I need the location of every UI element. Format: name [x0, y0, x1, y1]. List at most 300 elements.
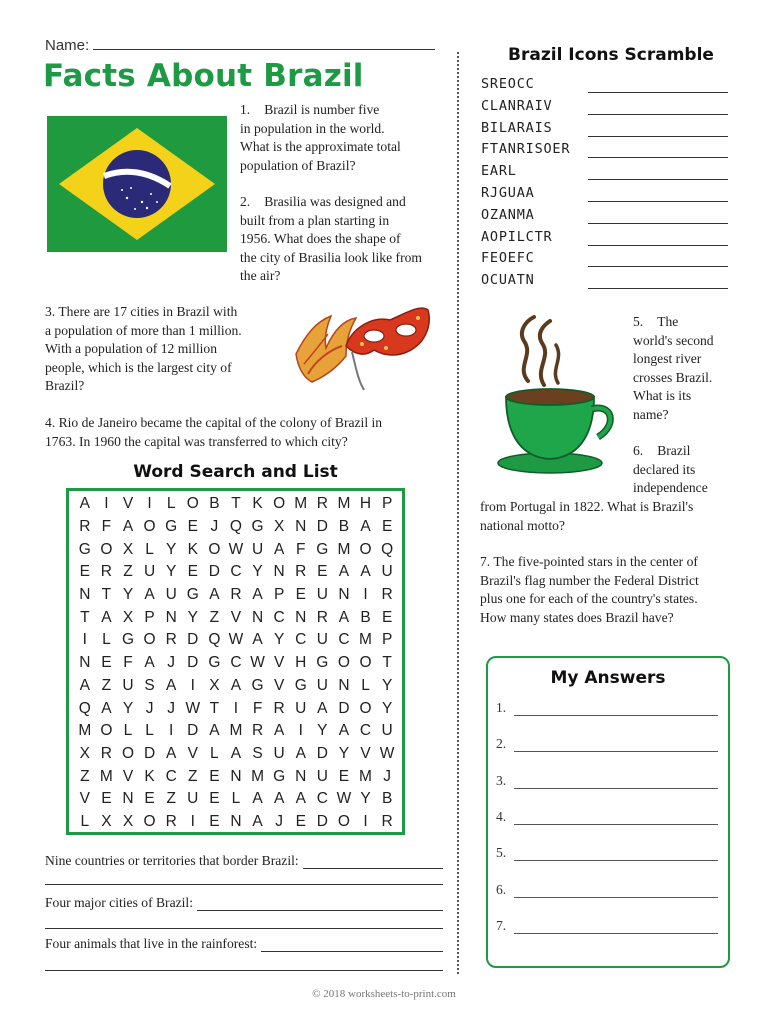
word-search-letter[interactable]: M	[294, 495, 308, 513]
word-search-letter[interactable]: A	[360, 518, 371, 536]
word-search-letter[interactable]: Y	[166, 540, 177, 558]
word-search-letter[interactable]: C	[338, 631, 350, 649]
word-search-letter[interactable]: Y	[122, 586, 134, 604]
word-search-letter[interactable]: T	[209, 699, 220, 717]
scramble-answer-line[interactable]	[588, 179, 728, 180]
word-search-letter[interactable]: S	[252, 744, 263, 762]
word-search-letter[interactable]: X	[79, 744, 90, 762]
answer-number: 1.	[496, 700, 507, 715]
word-search-letter[interactable]: Y	[252, 563, 263, 581]
question-7-line-2: Brazil's flag number the Federal District	[480, 572, 699, 588]
word-search-letter[interactable]: G	[121, 631, 135, 649]
scramble-answer-line[interactable]	[588, 223, 728, 224]
word-search-letter[interactable]: U	[122, 676, 134, 694]
question-1-number: 1.	[240, 102, 251, 117]
question-6-line-5: national motto?	[480, 517, 565, 533]
question-2-line-5: the air?	[240, 268, 281, 284]
word-search-letter[interactable]: N	[79, 586, 91, 604]
word-search-letter[interactable]: A	[209, 722, 220, 740]
scramble-word: RJGUAA	[481, 185, 535, 201]
scramble-word: BILARAIS	[481, 119, 553, 136]
word-search-letter[interactable]: F	[123, 654, 133, 672]
word-search-letter[interactable]: W	[228, 540, 244, 558]
word-search-letter[interactable]: V	[187, 744, 198, 762]
word-search-letter[interactable]: G	[208, 654, 221, 672]
word-search-letter[interactable]: L	[361, 676, 370, 694]
word-search-row	[74, 675, 398, 698]
word-search-letter[interactable]: M	[359, 631, 372, 649]
word-search-letter[interactable]: A	[230, 676, 242, 694]
question-3-line-5: Brazil?	[45, 378, 85, 394]
question-6	[633, 442, 743, 498]
word-search-letter[interactable]: E	[79, 563, 90, 581]
word-search-letter[interactable]: G	[294, 676, 307, 694]
word-search-letter[interactable]: A	[166, 744, 177, 762]
word-search-letter[interactable]: G	[251, 518, 264, 536]
question-3	[45, 303, 285, 396]
word-search-letter[interactable]: V	[122, 767, 134, 785]
word-search-letter[interactable]: I	[147, 495, 152, 513]
word-search-letter[interactable]: O	[359, 699, 372, 717]
word-search-letter[interactable]: I	[298, 722, 303, 740]
word-search-row	[74, 538, 398, 561]
word-search-letter[interactable]: D	[316, 518, 328, 536]
word-search-letter[interactable]: R	[273, 699, 285, 717]
word-search-letter[interactable]: X	[122, 540, 134, 558]
word-search-letter[interactable]: A	[252, 631, 263, 649]
word-search-letter[interactable]: N	[338, 676, 350, 694]
word-search-letter[interactable]: R	[316, 608, 328, 626]
word-search-letter[interactable]: O	[121, 744, 135, 762]
word-search-letter[interactable]: A	[144, 586, 155, 604]
word-search-letter[interactable]: U	[381, 563, 393, 581]
question-1-line-4: population of Brazil?	[240, 157, 356, 173]
word-search-letter[interactable]: J	[210, 518, 219, 536]
word-search-letter[interactable]: J	[275, 812, 284, 830]
word-search-letter[interactable]: S	[144, 676, 155, 694]
word-search-letter[interactable]: U	[316, 586, 328, 604]
word-search-letter[interactable]: U	[381, 722, 393, 740]
answer-line[interactable]	[514, 885, 718, 898]
word-search-letter[interactable]: V	[273, 654, 285, 672]
word-search-letter[interactable]: D	[143, 744, 156, 762]
word-search-letter[interactable]: Z	[166, 790, 176, 808]
word-search-letter[interactable]: N	[273, 563, 285, 581]
word-search-letter[interactable]: O	[143, 812, 156, 830]
word-search-letter[interactable]: O	[359, 654, 372, 672]
word-search-letter[interactable]: U	[187, 790, 199, 808]
scramble-answer-line[interactable]	[588, 288, 728, 289]
word-search-letter[interactable]: L	[80, 812, 90, 830]
scramble-answer-line[interactable]	[588, 157, 728, 158]
word-search-letter[interactable]: E	[187, 518, 198, 536]
word-search-letter[interactable]: C	[230, 654, 242, 672]
scramble-answer-line[interactable]	[588, 201, 728, 202]
word-search-letter[interactable]: A	[252, 812, 263, 830]
word-search-letter[interactable]: Y	[381, 676, 393, 694]
word-search-letter[interactable]: Y	[360, 790, 371, 808]
word-search-letter[interactable]: O	[186, 495, 199, 513]
name-blank-line[interactable]	[93, 37, 435, 50]
word-search-letter[interactable]: T	[101, 586, 112, 604]
word-search-letter[interactable]: G	[316, 654, 329, 672]
word-search-letter[interactable]: I	[363, 812, 368, 830]
word-search-letter[interactable]: M	[337, 540, 351, 558]
word-search-letter[interactable]: N	[122, 790, 134, 808]
word-search-letter[interactable]: K	[187, 540, 198, 558]
word-search-letter[interactable]: I	[169, 722, 174, 740]
answer-row	[496, 918, 718, 934]
word-search-letter[interactable]: P	[144, 608, 155, 626]
word-search-letter[interactable]: Q	[78, 699, 91, 717]
word-search-letter[interactable]: B	[381, 790, 393, 808]
word-search-letter[interactable]: L	[210, 744, 219, 762]
word-search-letter[interactable]: M	[99, 767, 113, 785]
scramble-word: AOPILCTR	[481, 228, 553, 245]
word-search-letter[interactable]: A	[122, 518, 134, 536]
copyright-footer: © 2018 worksheets-to-print.com	[312, 988, 456, 1000]
word-search-letter[interactable]: Z	[80, 767, 90, 785]
word-search-letter[interactable]: F	[296, 540, 306, 558]
word-search-letter[interactable]: A	[338, 563, 350, 581]
word-search-letter[interactable]: E	[187, 563, 198, 581]
coffee-cup-image	[494, 315, 618, 477]
word-search-letter[interactable]: D	[316, 812, 328, 830]
word-search-letter[interactable]: A	[360, 563, 371, 581]
list-countries-line-2[interactable]	[45, 884, 443, 885]
word-search-letter[interactable]: U	[316, 631, 328, 649]
word-search-letter[interactable]: N	[295, 767, 307, 785]
word-search-letter[interactable]: N	[79, 654, 91, 672]
word-search-letter[interactable]: N	[295, 608, 307, 626]
word-search-letter[interactable]: L	[145, 722, 154, 740]
answer-line[interactable]	[514, 921, 718, 934]
word-search-letter[interactable]: U	[316, 767, 328, 785]
word-search-letter[interactable]: R	[79, 518, 91, 536]
word-search-letter[interactable]: R	[381, 586, 393, 604]
word-search-letter[interactable]: G	[78, 540, 91, 558]
word-search-letter[interactable]: R	[381, 812, 393, 830]
word-search-letter[interactable]: A	[252, 790, 263, 808]
word-search-letter[interactable]: J	[167, 654, 176, 672]
word-search-letter[interactable]: W	[250, 654, 265, 672]
word-search-letter[interactable]: O	[337, 654, 350, 672]
answer-row	[496, 882, 718, 898]
word-search-letter[interactable]: X	[122, 608, 134, 626]
word-search-letter[interactable]: E	[209, 767, 220, 785]
word-search-letter[interactable]: Y	[317, 722, 328, 740]
list-animals-line-2[interactable]	[45, 970, 443, 971]
word-search-letter[interactable]: L	[102, 631, 111, 649]
word-search-letter[interactable]: R	[100, 744, 112, 762]
word-search-letter[interactable]: M	[359, 767, 372, 785]
word-search-letter[interactable]: M	[78, 722, 92, 740]
question-5-line-4: crosses Brazil.	[633, 369, 713, 385]
question-7	[480, 553, 745, 627]
word-search-letter[interactable]: P	[273, 586, 285, 604]
word-search-row	[74, 720, 398, 743]
scramble-word: EARL	[481, 163, 517, 180]
word-search-letter[interactable]: Z	[123, 563, 133, 581]
word-search-letter[interactable]: E	[144, 790, 155, 808]
question-6-number: 6.	[633, 443, 644, 458]
scramble-answer-line[interactable]	[588, 136, 728, 137]
word-search-letter[interactable]: A	[295, 790, 306, 808]
question-7-line-4: How many states does Brazil have?	[480, 609, 674, 625]
word-search-letter[interactable]: E	[295, 586, 306, 604]
word-search-letter[interactable]: H	[295, 654, 307, 672]
word-search-letter[interactable]: D	[187, 722, 199, 740]
word-search-letter[interactable]: V	[79, 790, 90, 808]
word-search-letter[interactable]: Y	[166, 563, 177, 581]
word-search-letter[interactable]: Z	[209, 608, 220, 626]
word-search-letter[interactable]: O	[143, 518, 156, 536]
question-7-line-3: plus one for each of the country's states.	[480, 591, 698, 607]
question-4-line-1: 4. Rio de Janeiro became the capital of the colony of Brazil in	[45, 415, 383, 430]
question-2-number: 2.	[240, 194, 251, 209]
question-2	[240, 193, 452, 286]
word-search-letter[interactable]: C	[295, 631, 307, 649]
word-search-letter[interactable]: A	[252, 586, 263, 604]
word-search-letter[interactable]: R	[230, 586, 242, 604]
word-search-letter[interactable]: A	[230, 744, 242, 762]
word-search-letter[interactable]: C	[230, 563, 242, 581]
word-search-letter[interactable]: F	[101, 518, 112, 536]
word-search-letter[interactable]: Y	[187, 608, 198, 626]
word-search-letter[interactable]: O	[208, 540, 221, 558]
word-search-letter[interactable]: F	[252, 699, 263, 717]
word-search-letter[interactable]: A	[338, 608, 350, 626]
word-search-letter[interactable]: Q	[208, 631, 221, 649]
answer-line[interactable]	[514, 776, 718, 789]
word-search-letter[interactable]: V	[360, 744, 371, 762]
question-3-line-3: With a population of 12 million	[45, 341, 217, 357]
answer-line[interactable]	[514, 739, 718, 752]
word-search-letter[interactable]: V	[230, 608, 242, 626]
word-search-letter[interactable]: Z	[101, 676, 112, 694]
word-search-letter[interactable]: A	[101, 699, 112, 717]
word-search-letter[interactable]: I	[363, 586, 368, 604]
word-search-letter[interactable]: I	[104, 495, 109, 513]
word-search-letter[interactable]: W	[379, 744, 395, 762]
word-search-letter[interactable]: N	[230, 767, 242, 785]
word-search-letter[interactable]: C	[359, 722, 372, 740]
word-search-letter[interactable]: I	[190, 812, 195, 830]
word-search-letter[interactable]: A	[295, 744, 306, 762]
word-search-letter[interactable]: E	[209, 812, 220, 830]
word-search-letter[interactable]: Q	[381, 540, 394, 558]
word-search-letter[interactable]: X	[101, 812, 112, 830]
question-6-line-4: from Portugal in 1822. What is Brazil's	[480, 499, 694, 514]
answer-line[interactable]	[514, 812, 718, 825]
word-search-letter[interactable]: L	[166, 495, 176, 513]
scramble-word: CLANRAIV	[481, 97, 553, 114]
list-countries-line-1[interactable]	[303, 856, 443, 869]
word-search-letter[interactable]: B	[360, 608, 371, 626]
word-search-letter[interactable]: P	[381, 495, 393, 513]
word-search-grid[interactable]	[66, 488, 405, 835]
word-search-letter[interactable]: M	[229, 722, 243, 740]
word-search-letter[interactable]: G	[273, 767, 286, 785]
question-1-line-2: in population in the world.	[240, 120, 385, 136]
word-search-letter[interactable]: N	[230, 812, 242, 830]
word-search-letter[interactable]: A	[338, 722, 350, 740]
list-cities-line-2[interactable]	[45, 928, 443, 929]
word-search-letter[interactable]: W	[228, 631, 244, 649]
word-search-letter[interactable]: D	[316, 744, 328, 762]
word-search-letter[interactable]: N	[338, 586, 350, 604]
word-search-letter[interactable]: X	[273, 518, 285, 536]
word-search-letter[interactable]: U	[295, 699, 307, 717]
word-search-letter[interactable]: G	[316, 540, 329, 558]
answer-number: 3.	[496, 772, 507, 788]
word-search-letter[interactable]: R	[316, 495, 328, 513]
word-search-letter[interactable]: D	[187, 654, 199, 672]
question-2-line-3: 1956. What does the shape of	[240, 231, 401, 247]
word-search-letter[interactable]: E	[209, 790, 220, 808]
scramble-word: FTANRISOER	[481, 141, 571, 158]
question-1	[240, 101, 450, 175]
answer-line[interactable]	[514, 848, 718, 861]
word-search-letter[interactable]: O	[100, 722, 113, 740]
word-search-letter[interactable]: O	[273, 495, 286, 513]
word-search-letter[interactable]: N	[295, 518, 307, 536]
word-search-letter[interactable]: E	[101, 790, 112, 808]
word-search-letter[interactable]: O	[100, 540, 113, 558]
word-search-letter[interactable]: C	[165, 767, 177, 785]
word-search-letter[interactable]: Y	[122, 699, 134, 717]
word-search-letter[interactable]: L	[145, 540, 154, 558]
scramble-word: FEOEFC	[481, 250, 535, 267]
word-search-letter[interactable]: D	[187, 631, 199, 649]
word-search-letter[interactable]: C	[273, 608, 285, 626]
word-search-letter[interactable]: J	[383, 767, 391, 785]
word-search-letter[interactable]: Y	[338, 744, 350, 762]
word-search-letter[interactable]: P	[381, 631, 393, 649]
word-search-letter[interactable]: N	[165, 608, 177, 626]
word-search-letter[interactable]: N	[251, 608, 264, 626]
word-search-letter[interactable]: U	[251, 540, 264, 558]
question-1-line-3: What is the approximate total	[240, 139, 401, 155]
answer-row	[496, 736, 718, 752]
word-search-letter[interactable]: G	[165, 518, 178, 536]
word-search-letter[interactable]: M	[337, 495, 351, 513]
word-search-letter[interactable]: A	[79, 495, 90, 513]
answer-line[interactable]	[514, 703, 718, 716]
word-search-letter[interactable]: Y	[273, 631, 285, 649]
word-search-letter[interactable]: E	[381, 518, 393, 536]
question-1-line-1: Brazil is number five	[264, 102, 380, 117]
word-search-row	[74, 765, 398, 788]
list-cities-line-1[interactable]	[197, 898, 443, 911]
word-search-letter[interactable]: K	[144, 767, 155, 785]
word-search-letter[interactable]: U	[273, 744, 285, 762]
word-search-letter[interactable]: Z	[188, 767, 198, 785]
word-search-letter[interactable]: R	[100, 563, 112, 581]
word-search-letter[interactable]: C	[316, 790, 328, 808]
word-search-letter[interactable]: E	[381, 608, 393, 626]
list-animals-line-1[interactable]	[261, 939, 443, 952]
question-5-line-6: name?	[633, 406, 669, 422]
word-search-letter[interactable]: X	[122, 812, 134, 830]
word-search-letter[interactable]: G	[251, 676, 264, 694]
word-search-letter[interactable]: U	[165, 586, 177, 604]
word-search-letter[interactable]: E	[317, 563, 328, 581]
answer-number: 5.	[496, 845, 507, 861]
word-search-letter[interactable]: Q	[229, 518, 242, 536]
word-search-row	[74, 788, 398, 811]
word-search-letter[interactable]: B	[209, 495, 220, 513]
word-search-letter[interactable]: A	[273, 722, 285, 740]
word-search-letter[interactable]: A	[209, 586, 220, 604]
word-search-letter[interactable]: T	[231, 495, 241, 513]
word-search-letter[interactable]: O	[359, 540, 372, 558]
word-search-letter[interactable]: O	[143, 631, 156, 649]
word-search-letter[interactable]: I	[82, 631, 87, 649]
word-search-letter[interactable]: K	[252, 495, 263, 513]
word-search-letter[interactable]: W	[336, 790, 352, 808]
answer-number: 4.	[496, 808, 507, 824]
word-search-letter[interactable]: L	[231, 790, 241, 808]
question-5-line-2: world's second	[633, 332, 714, 348]
word-search-letter[interactable]: A	[317, 699, 328, 717]
word-search-row	[74, 516, 398, 539]
list-countries-row	[45, 853, 443, 869]
word-search-letter[interactable]: A	[166, 676, 177, 694]
word-search-letter[interactable]: V	[122, 495, 134, 513]
word-search-letter[interactable]: R	[165, 631, 177, 649]
word-search-letter[interactable]: R	[295, 563, 307, 581]
question-2-line-2: built from a plan starting in	[240, 212, 390, 228]
word-search-letter[interactable]: V	[273, 676, 285, 694]
word-search-letter[interactable]: J	[167, 699, 176, 717]
word-search-letter[interactable]: D	[338, 699, 350, 717]
word-search-letter[interactable]: B	[338, 518, 350, 536]
word-search-letter[interactable]: I	[233, 699, 239, 717]
word-search-letter[interactable]: X	[209, 676, 220, 694]
word-search-letter[interactable]: H	[359, 495, 372, 513]
word-search-letter[interactable]: E	[338, 767, 350, 785]
word-search-letter[interactable]: E	[101, 654, 112, 672]
word-search-letter[interactable]: Y	[381, 699, 393, 717]
scramble-answer-line[interactable]	[588, 266, 728, 267]
word-search-letter[interactable]: T	[382, 654, 392, 672]
word-search-letter[interactable]: A	[273, 540, 285, 558]
word-search-letter[interactable]: M	[251, 767, 264, 785]
word-search-letter[interactable]: A	[144, 654, 155, 672]
word-search-letter[interactable]: D	[208, 563, 220, 581]
word-search-letter[interactable]: R	[251, 722, 264, 740]
word-search-letter[interactable]: A	[273, 790, 285, 808]
word-search-letter[interactable]: U	[143, 563, 156, 581]
word-search-letter[interactable]: T	[80, 608, 90, 626]
scramble-answer-line[interactable]	[588, 245, 728, 246]
scramble-answer-line[interactable]	[588, 92, 728, 93]
word-search-letter[interactable]: I	[190, 676, 195, 694]
word-search-letter[interactable]: U	[316, 676, 328, 694]
word-search-letter[interactable]: E	[295, 812, 306, 830]
word-search-letter[interactable]: O	[337, 812, 350, 830]
word-search-letter[interactable]: A	[101, 608, 112, 626]
word-search-letter[interactable]: J	[145, 699, 154, 717]
scramble-answer-line[interactable]	[588, 114, 728, 115]
word-search-letter[interactable]: G	[186, 586, 199, 604]
word-search-letter[interactable]: L	[123, 722, 133, 740]
scramble-heading: Brazil Icons Scramble	[508, 45, 714, 65]
word-search-letter[interactable]: R	[165, 812, 177, 830]
word-search-letter[interactable]: W	[185, 699, 201, 717]
word-search-letter[interactable]: A	[79, 676, 90, 694]
